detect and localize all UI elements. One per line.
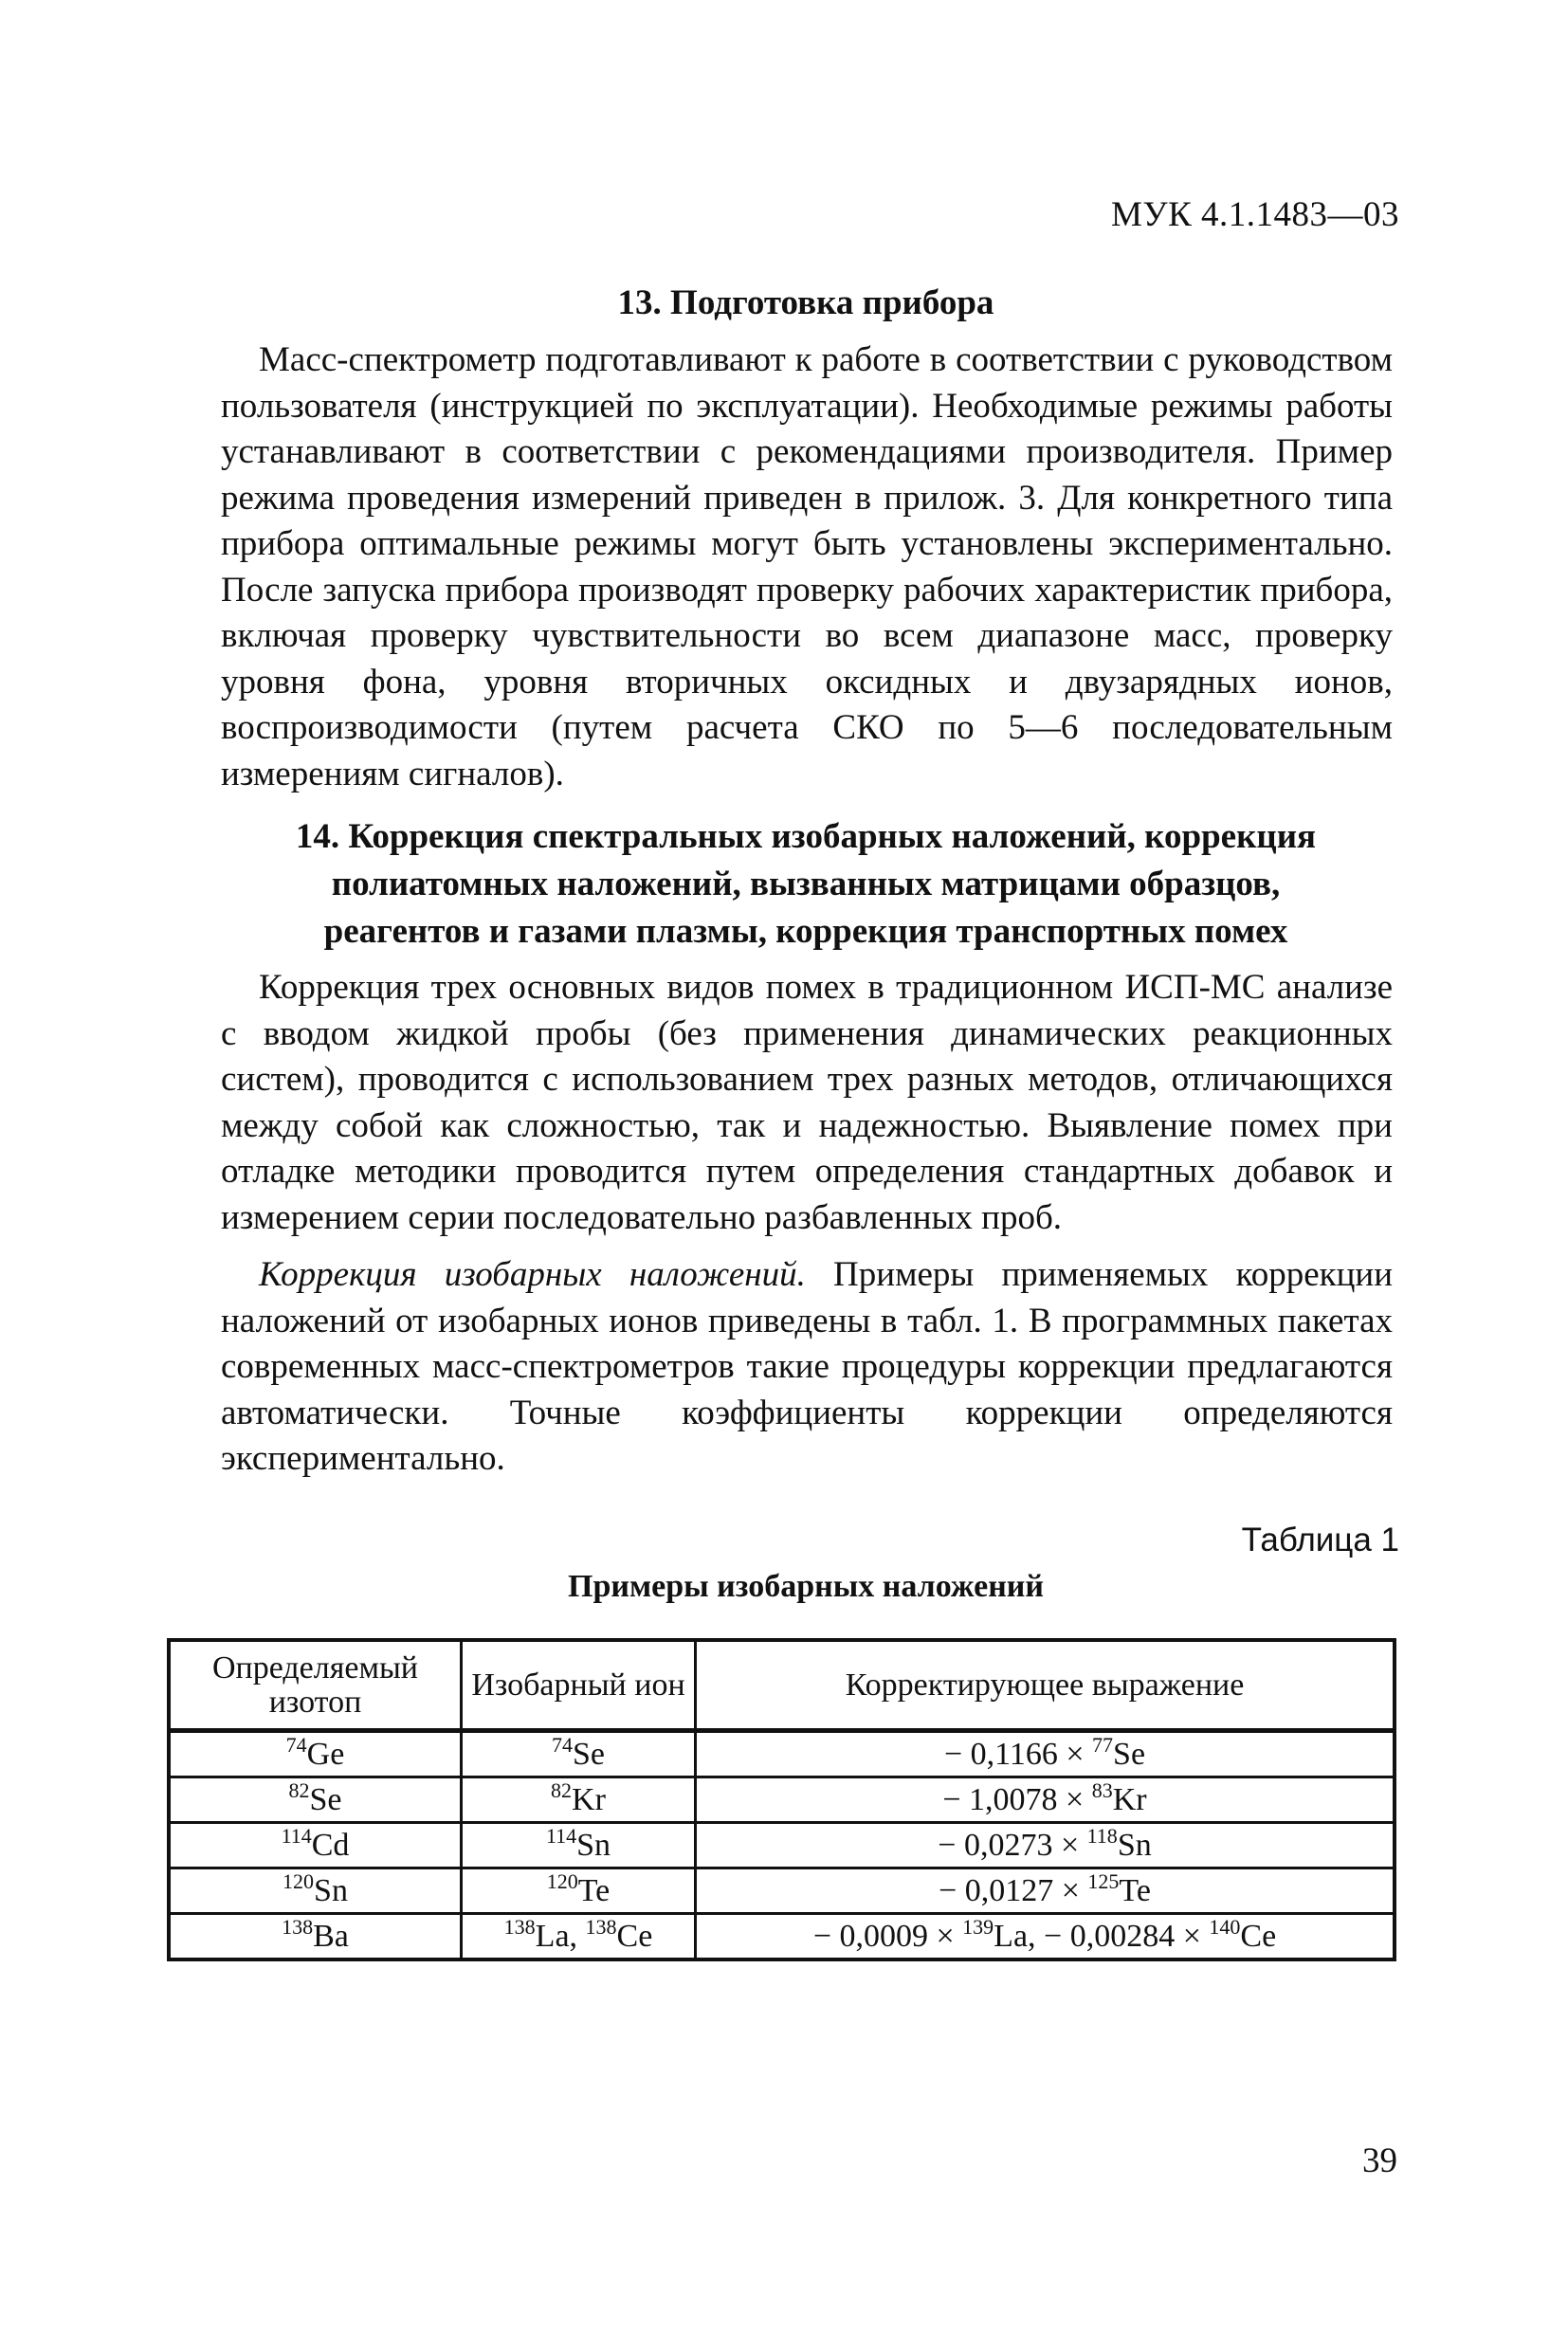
coefficient: − 0,0273 ×: [938, 1827, 1087, 1863]
section-13-heading: 13. Подготовка прибора: [617, 283, 994, 322]
table-row: [169, 1868, 1395, 1914]
table-row: [169, 1914, 1395, 1960]
mass-number: 120: [546, 1868, 578, 1893]
element-symbol: Sn: [314, 1872, 348, 1908]
paragraph-2-body: Примеры применяемых коррекции наложений от изобарных ионов приведены в табл. 1. В программных пакетах современных масс-спектрометров такие процедуры коррекции предлагаются автоматически. Точные коэффициенты коррекции определяются экспериментально.: [221, 1255, 1393, 1478]
element-symbol: Kr: [572, 1781, 606, 1817]
header-isotope: Определяемый изотоп: [169, 1640, 462, 1731]
isotope-cell: [169, 1777, 462, 1823]
section-14-heading-line-1: 14. Коррекция спектральных изобарных наложений, коррекция: [295, 817, 1317, 856]
section-13-paragraph: Масс-спектрометр подготавливают к работе в соответствии с руководством пользователя (инструкцией по эксплуатации). Необходимые режимы работы устанавливают в соответствии с рекомендациями производителя. Пример режима проведения измерений приведен в прилож. 3. Для конкретного типа прибора оптимальные режимы могут быть установлены экспериментально. После запуска прибора производят проверку рабочих характеристик прибора, включая проверку чувствительности во всем диапазоне масс, проверку уровня фона, уровня вторичных оксидных и двузарядных ионов, воспроизводимости (путем расчета СКО по 5—6 последовательным измерениям сигналов).: [221, 340, 1393, 793]
element-symbol: Kr: [1112, 1781, 1147, 1817]
ion-cell: [462, 1868, 696, 1914]
element-symbol: Ce: [616, 1918, 653, 1954]
element-symbol: Se: [573, 1736, 605, 1772]
ion-cell: [462, 1777, 696, 1823]
element-symbol: Sn: [1117, 1827, 1152, 1863]
mass-number: 120: [283, 1868, 315, 1893]
table-label: Таблица 1: [1241, 1522, 1399, 1558]
section-14-heading-line-2: полиатомных наложений, вызванных матрицами образцов,: [331, 865, 1281, 903]
mass-number: 139: [962, 1914, 994, 1939]
mass-number: 82: [288, 1777, 310, 1802]
mass-number: 125: [1087, 1868, 1120, 1893]
isotope-cell: [169, 1823, 462, 1868]
mass-number: 74: [285, 1732, 307, 1757]
element-symbol: Cd: [311, 1827, 350, 1863]
isobaric-overlaps-table: [167, 1638, 1396, 1961]
element-symbol: Se: [309, 1781, 342, 1817]
element-symbol: Sn: [576, 1827, 611, 1863]
isobaric-correction-term: Коррекция изобарных наложений.: [259, 1255, 806, 1294]
mass-number: 138: [282, 1914, 314, 1939]
page-number: 39: [1362, 2141, 1397, 2180]
section-14-heading: [218, 813, 1394, 956]
table-row: [169, 1731, 1395, 1777]
section-14-paragraph-1: Коррекция трех основных видов помех в традиционном ИСП-МС анализе с вводом жидкой пробы (без применения динамических реакционных систем), проводится с использованием трех разных методов, отличающихся между собой как сложностью, так и надежностью. Выявление помех при отладке методики проводится путем определения стандартных добавок и измерением серии последовательно разбавленных проб.: [221, 968, 1393, 1237]
table-row: [169, 1777, 1395, 1823]
element-symbol: Te: [1119, 1872, 1151, 1908]
mass-number: 118: [1086, 1823, 1118, 1848]
expression-cell: [696, 1731, 1395, 1777]
element-symbol: Se: [1113, 1736, 1146, 1772]
isotope-cell: [169, 1914, 462, 1960]
coefficient: − 0,0009 ×: [812, 1918, 963, 1954]
isotope-cell: [169, 1868, 462, 1914]
mass-number: 77: [1092, 1732, 1114, 1757]
mass-number: 114: [281, 1823, 312, 1848]
expression-cell: [696, 1868, 1395, 1914]
coefficient: − 0,1166 ×: [943, 1736, 1093, 1772]
section-14-heading-line-3: реагентов и газами плазмы, коррекция транспортных помех: [323, 912, 1288, 951]
expression-cell: [696, 1777, 1395, 1823]
table-row: [169, 1823, 1395, 1868]
expression-cell: [696, 1823, 1395, 1868]
ion-cell: [462, 1731, 696, 1777]
mass-number: 138: [503, 1914, 536, 1939]
document-code: МУК 4.1.1483—03: [1110, 195, 1399, 234]
ion-cell: [462, 1823, 696, 1868]
header-isobaric-ion: Изобарный ион: [462, 1640, 696, 1731]
mass-number: 74: [552, 1732, 573, 1757]
mass-number: 138: [585, 1914, 617, 1939]
element-symbol: Ba: [313, 1918, 349, 1954]
mass-number: 82: [551, 1777, 573, 1802]
element-symbol: Ge: [306, 1736, 345, 1772]
element-symbol: La,: [535, 1918, 586, 1954]
element-symbol: La,: [994, 1918, 1045, 1954]
coefficient: − 0,00284 ×: [1044, 1918, 1210, 1954]
expression-cell: [696, 1914, 1395, 1960]
ion-cell: [462, 1914, 696, 1960]
coefficient: − 1,0078 ×: [942, 1781, 1092, 1817]
coefficient: − 0,0127 ×: [939, 1872, 1088, 1908]
header-correction-expression: Корректирующее выражение: [696, 1640, 1395, 1731]
element-symbol: Ce: [1240, 1918, 1277, 1954]
mass-number: 83: [1091, 1777, 1113, 1802]
table-title: Примеры изобарных наложений: [568, 1569, 1044, 1604]
isotope-cell: [169, 1731, 462, 1777]
table-header-row: [169, 1640, 1395, 1731]
section-14-paragraph-2: [221, 1252, 1393, 1483]
element-symbol: Te: [577, 1872, 611, 1908]
mass-number: 140: [1209, 1914, 1241, 1939]
mass-number: 114: [545, 1823, 577, 1848]
